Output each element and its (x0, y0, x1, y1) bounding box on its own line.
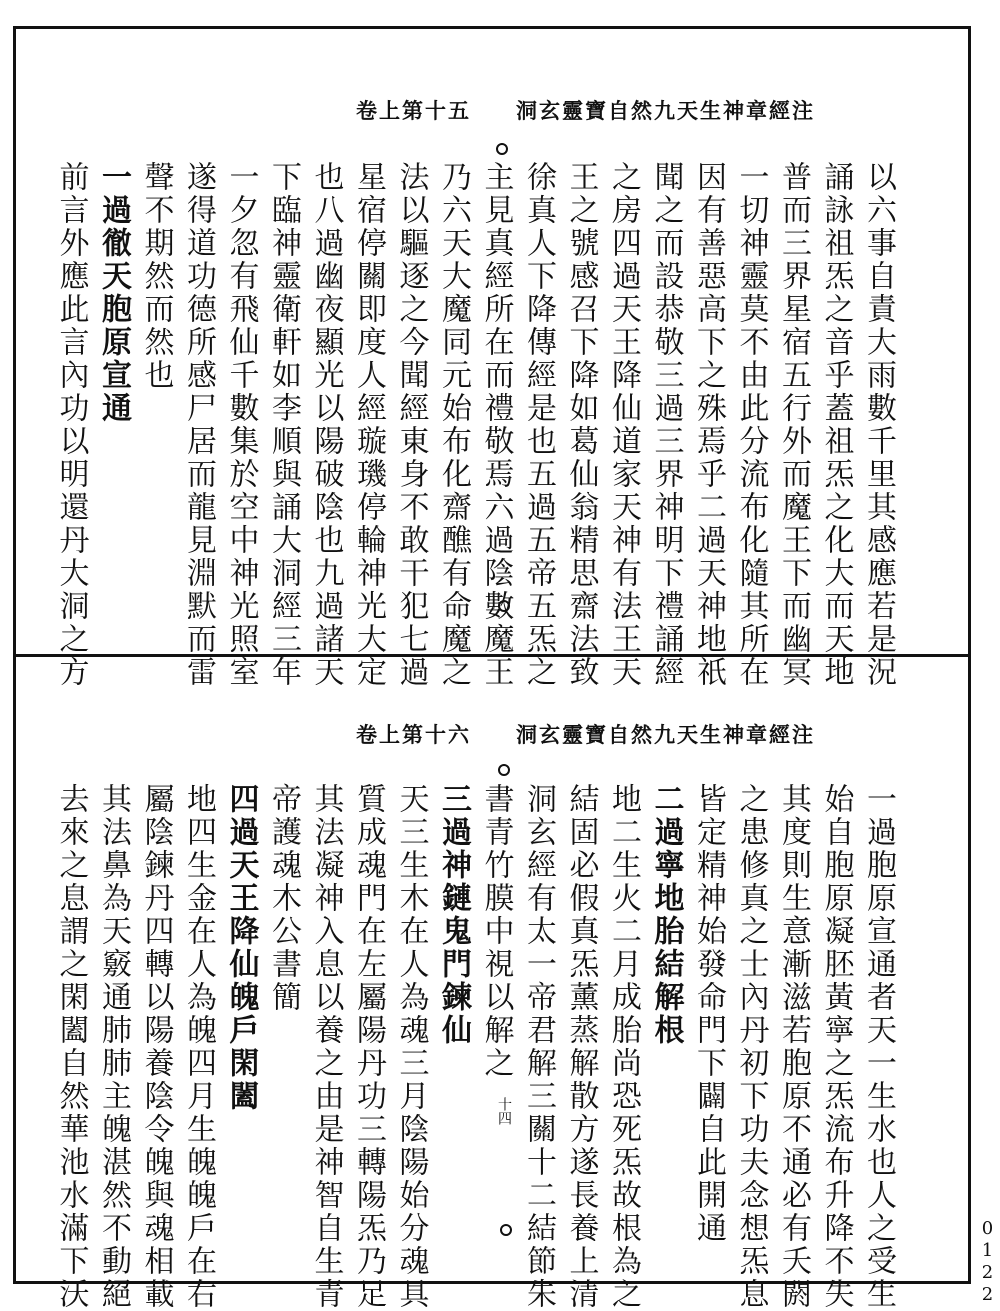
top-column-4: 一切神靈莫不由此分流布化隨其所在 (733, 161, 769, 689)
bottom-column-10: 書青竹膜中視以解之 (478, 783, 514, 1080)
bottom-column-14: 其法凝神入息以養之由是神智自生青 (308, 783, 344, 1311)
bottom-circle-mark-2 (500, 1224, 512, 1236)
top-column-6: 聞之而設恭敬三過三界神明下禮誦經 (648, 161, 684, 689)
top-column-17: 遂得道功德所感尸居而龍見淵默而雷 (181, 161, 216, 689)
bottom-circle-mark-1 (498, 764, 510, 776)
bottom-column-1: 一過胞原宣通者天一生水也人之受生 (861, 783, 896, 1311)
bottom-header-volume: 六十第上卷 (356, 722, 471, 747)
top-panel (16, 29, 968, 689)
top-column-20: 前言外應此言內功以明還丹大洞之方 (53, 161, 89, 689)
bottom-column-8: 結固必假真炁薰蒸解散方遂長養上清 (563, 783, 599, 1311)
bottom-column-12: 天三生木在人為魂三月陰陽始分魂具 (393, 783, 429, 1311)
bottom-column-9: 洞玄經有太一帝君解三關十二結節朱 (521, 783, 556, 1311)
top-column-7: 之房四過天王降仙道家天神有法王天 (606, 161, 641, 689)
side-page-number: 0122 (977, 1218, 998, 1306)
bottom-column-2: 始自胞原凝胚黃寧之炁流布升降不失 (818, 783, 854, 1311)
bottom-column-16: 四過天王降仙魄戶閑闔 (223, 783, 259, 1113)
top-column-11: 乃六天大魔同元始布化齋醮有命魔之 (436, 161, 471, 689)
top-header-title: 注經章神生天九然自寶靈玄洞 (516, 98, 815, 123)
bottom-column-18: 屬陰鍊丹四轉以陽養陰令魄與魂相載 (138, 783, 174, 1311)
bottom-column-6: 二過寧地胎結解根 (648, 783, 684, 1047)
bottom-page-marker: 十四 (496, 1097, 512, 1125)
bottom-column-20: 去來之息謂之閑闔自然華池水滿下沃 (53, 783, 89, 1311)
top-column-16: 一夕忽有飛仙千數集於空中神光照室 (223, 161, 259, 689)
bottom-column-4: 之患修真之士內丹初下功夫念想炁息 (733, 783, 769, 1311)
top-column-15: 下臨神靈衛軒如李順與誦大洞經三年 (266, 161, 301, 689)
bottom-column-13: 質成魂門在左屬陽丹功三轉陽炁乃足 (351, 783, 386, 1311)
top-column-19: 一過徹天胞原宣通 (96, 161, 131, 425)
bottom-column-7: 地二生火二月成胎尚恐死炁故根為之 (606, 783, 641, 1311)
top-column-3: 普而三界星宿五行外而魔王下而幽冥 (776, 161, 811, 689)
top-column-1: 以六事自責大雨數千里其感應若是況 (861, 161, 896, 689)
bottom-column-11: 三過神鏈鬼門鍊仙 (436, 783, 471, 1047)
bottom-column-19: 其法鼻為天竅通肺肺主魄湛然不動絕 (96, 783, 131, 1311)
bottom-running-header (356, 719, 936, 749)
top-circle-mark-1 (496, 143, 508, 155)
top-column-18: 聲不期然而然也 (138, 161, 174, 392)
bottom-panel (16, 657, 968, 1311)
top-column-10: 主見真經所在而禮敬焉六過陰數魔王 (478, 161, 514, 689)
top-column-12: 法以驅逐之今聞經東身不敢干犯七過 (393, 161, 429, 689)
top-column-8: 王之號感召下降如葛仙翁精思齋法致 (563, 161, 599, 689)
top-column-9: 徐真人下降傳經是也五過五帝五炁之 (521, 161, 556, 689)
bottom-column-3: 其度則生意漸滋若胞原不通必有夭閼 (776, 783, 811, 1311)
top-column-5: 因有善惡高下之殊焉乎二過天神地祇 (691, 161, 726, 689)
top-column-13: 星宿停關即度人經璇璣停輪神光大定 (351, 161, 386, 689)
bottom-header-title: 注經章神生天九然自寶靈玄洞 (516, 722, 815, 747)
bottom-column-17: 地四生金在人為魄四月生魄魄戶在右 (181, 783, 216, 1311)
bottom-column-15: 帝護魂木公書簡 (266, 783, 301, 1014)
top-header-volume: 五十第上卷 (356, 98, 471, 123)
top-column-14: 也八過幽夜顯光以陽破陰也九過諸天 (308, 161, 344, 689)
top-running-header (356, 95, 936, 125)
top-column-2: 誦詠祖炁之音乎蓋祖炁之化大而天地 (818, 161, 854, 689)
bottom-column-5: 皆定精神始發命門下闢自此開通 (691, 783, 726, 1245)
